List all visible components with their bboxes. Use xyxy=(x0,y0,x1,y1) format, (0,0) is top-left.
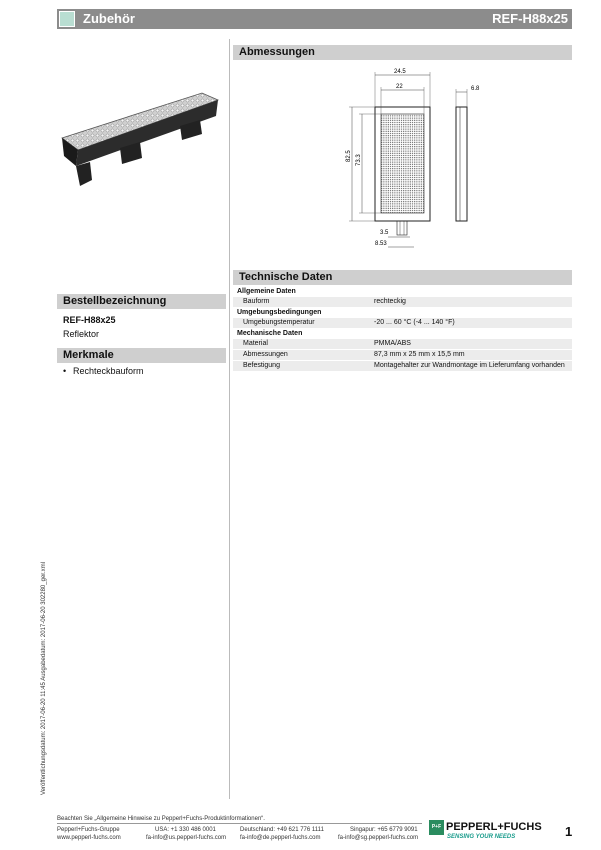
tech-row-dimensions: Abmessungen 87,3 mm x 25 mm x 15,5 mm xyxy=(233,350,572,360)
dimension-drawing xyxy=(330,62,500,257)
footer-usa-email[interactable]: fa-info@us.pepperl-fuchs.com xyxy=(146,835,227,841)
footer-usa-phone: USA: +1 330 486 0001 xyxy=(155,827,216,833)
dim-height-outer: 82.5 xyxy=(346,150,352,162)
footer-group: Pepperl+Fuchs-Gruppe xyxy=(57,827,120,833)
tech-row-mounting: Befestigung Montagehalter zur Wandmontage im Lieferumfang vorhanden xyxy=(233,361,572,371)
logo-slogan: SENSING YOUR NEEDS xyxy=(447,834,516,840)
section-dimensions: Abmessungen xyxy=(233,45,572,60)
dim-d1: 3.5 xyxy=(380,230,389,236)
footer-divider xyxy=(57,823,422,824)
category-title: Zubehör xyxy=(83,11,135,26)
dim-width-outer: 24.5 xyxy=(394,69,406,75)
dim-depth: 6.8 xyxy=(471,86,480,92)
page-number: 1 xyxy=(565,824,573,839)
tech-group-general: Allgemeine Daten xyxy=(237,288,296,295)
section-features: Merkmale xyxy=(57,348,226,363)
order-code: REF-H88x25 xyxy=(63,315,116,325)
feature-bullet: • xyxy=(63,366,67,376)
section-order: Bestellbezeichnung xyxy=(57,294,226,309)
feature-item: Rechteckbauform xyxy=(73,366,144,376)
category-icon xyxy=(59,11,75,27)
logo-mark-icon: P+F xyxy=(429,820,444,835)
footer-de-phone: Deutschland: +49 621 776 1111 xyxy=(240,827,324,833)
footer-note: Beachten Sie „Allgemeine Hinweise zu Pepperl+Fuchs-Produktinformationen“. xyxy=(57,816,265,822)
footer-sg-email[interactable]: fa-info@sg.pepperl-fuchs.com xyxy=(338,835,419,841)
footer-website[interactable]: www.pepperl-fuchs.com xyxy=(57,835,121,841)
tech-group-mechanical: Mechanische Daten xyxy=(237,330,303,337)
logo-name: PEPPERL+FUCHS xyxy=(446,821,542,833)
footer-de-email[interactable]: fa-info@de.pepperl-fuchs.com xyxy=(240,835,321,841)
tech-group-ambient: Umgebungsbedingungen xyxy=(237,309,322,316)
dim-height-inner: 73.3 xyxy=(356,154,362,166)
footer-sg-phone: Singapur: +65 6779 9091 xyxy=(350,827,418,833)
dim-d2: 8.53 xyxy=(375,241,387,247)
column-divider xyxy=(229,39,230,799)
page-header xyxy=(57,9,572,29)
publication-info: Veröffentlichungsdatum: 2017-06-20 11:45 Ausgabedatum: 2017-06-20 302280_ger.xml xyxy=(41,562,47,795)
section-technical: Technische Daten xyxy=(233,270,572,285)
company-logo xyxy=(429,820,547,842)
product-title: REF-H88x25 xyxy=(492,11,568,26)
tech-row-material: Material PMMA/ABS xyxy=(233,339,572,349)
order-description: Reflektor xyxy=(63,329,100,339)
tech-row-temperature: Umgebungstemperatur -20 ... 60 °C (-4 ... 140 °F) xyxy=(233,318,572,328)
product-image xyxy=(60,88,220,193)
tech-row-form: Bauform rechteckig xyxy=(233,297,572,307)
dim-width-inner: 22 xyxy=(396,84,403,90)
